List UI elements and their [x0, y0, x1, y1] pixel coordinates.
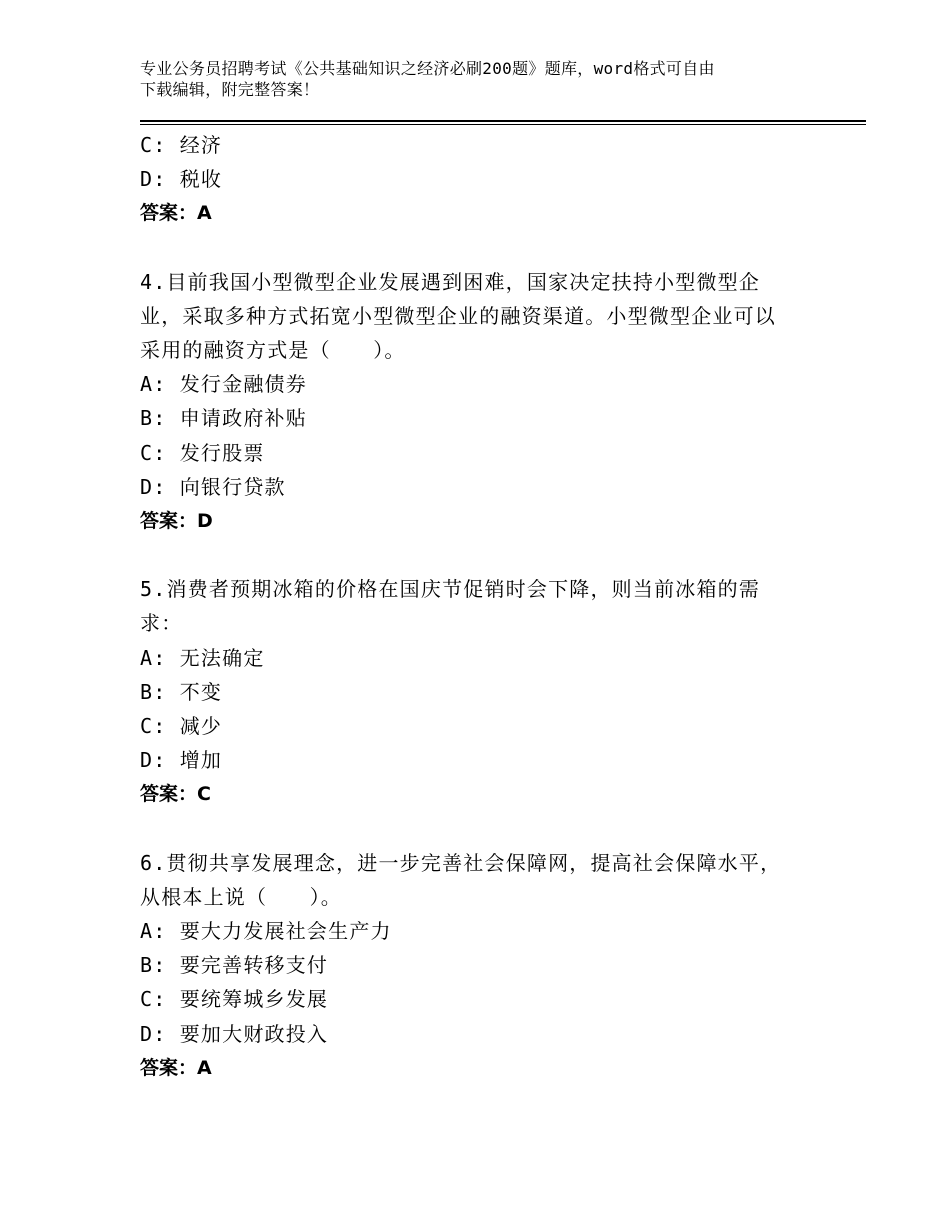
header-title-line-2: 下载编辑，附完整答案！	[140, 80, 320, 99]
option-d: D: 向银行贷款	[140, 474, 286, 499]
answer-label: 答案：A	[140, 1056, 212, 1079]
header-divider-thick	[140, 120, 866, 122]
option-c: C: 经济	[140, 133, 223, 157]
question-6	[140, 846, 820, 1085]
answer-label: 答案：A	[140, 202, 212, 225]
option-b: B: 申请政府补贴	[140, 406, 307, 431]
question-stem: 5.消费者预期冰箱的价格在国庆节促销时会下降，则当前冰箱的需求：	[140, 577, 761, 636]
answer-label: 答案：D	[140, 510, 213, 533]
option-d: D: 税收	[140, 167, 223, 192]
question-stem: 4.目前我国小型微型企业发展遇到困难，国家决定扶持小型微型企业，采取多种方式拓宽小型微型企业的融资渠道。小型微型企业可以采用的融资方式是（ ）。	[140, 269, 776, 363]
header-divider	[140, 120, 866, 126]
question-5	[140, 572, 820, 811]
page-header	[140, 58, 820, 100]
question-4	[140, 265, 820, 539]
option-c: C: 要统筹城乡发展	[140, 987, 329, 1012]
question-content	[140, 128, 820, 1085]
question-stem: 6.贯彻共享发展理念，进一步完善社会保障网，提高社会保障水平，从根本上说（ ）。	[140, 850, 782, 909]
option-a: A: 无法确定	[140, 645, 265, 670]
option-d: D: 要加大财政投入	[140, 1021, 329, 1046]
spacer	[140, 538, 820, 572]
spacer	[140, 812, 820, 846]
option-c: C: 减少	[140, 714, 223, 739]
header-divider-thin	[140, 124, 866, 125]
option-d: D: 增加	[140, 748, 223, 773]
answer-label: 答案：C	[140, 783, 211, 806]
header-title-line-1: 专业公务员招聘考试《公共基础知识之经济必刷200题》题库，word格式可自由	[140, 59, 715, 78]
option-a: A: 发行金融债券	[140, 372, 307, 397]
option-a: A: 要大力发展社会生产力	[140, 919, 392, 944]
option-c: C: 发行股票	[140, 440, 265, 465]
option-b: B: 不变	[140, 679, 223, 704]
option-b: B: 要完善转移支付	[140, 953, 329, 978]
spacer	[140, 231, 820, 265]
question-3-continued	[140, 128, 820, 231]
